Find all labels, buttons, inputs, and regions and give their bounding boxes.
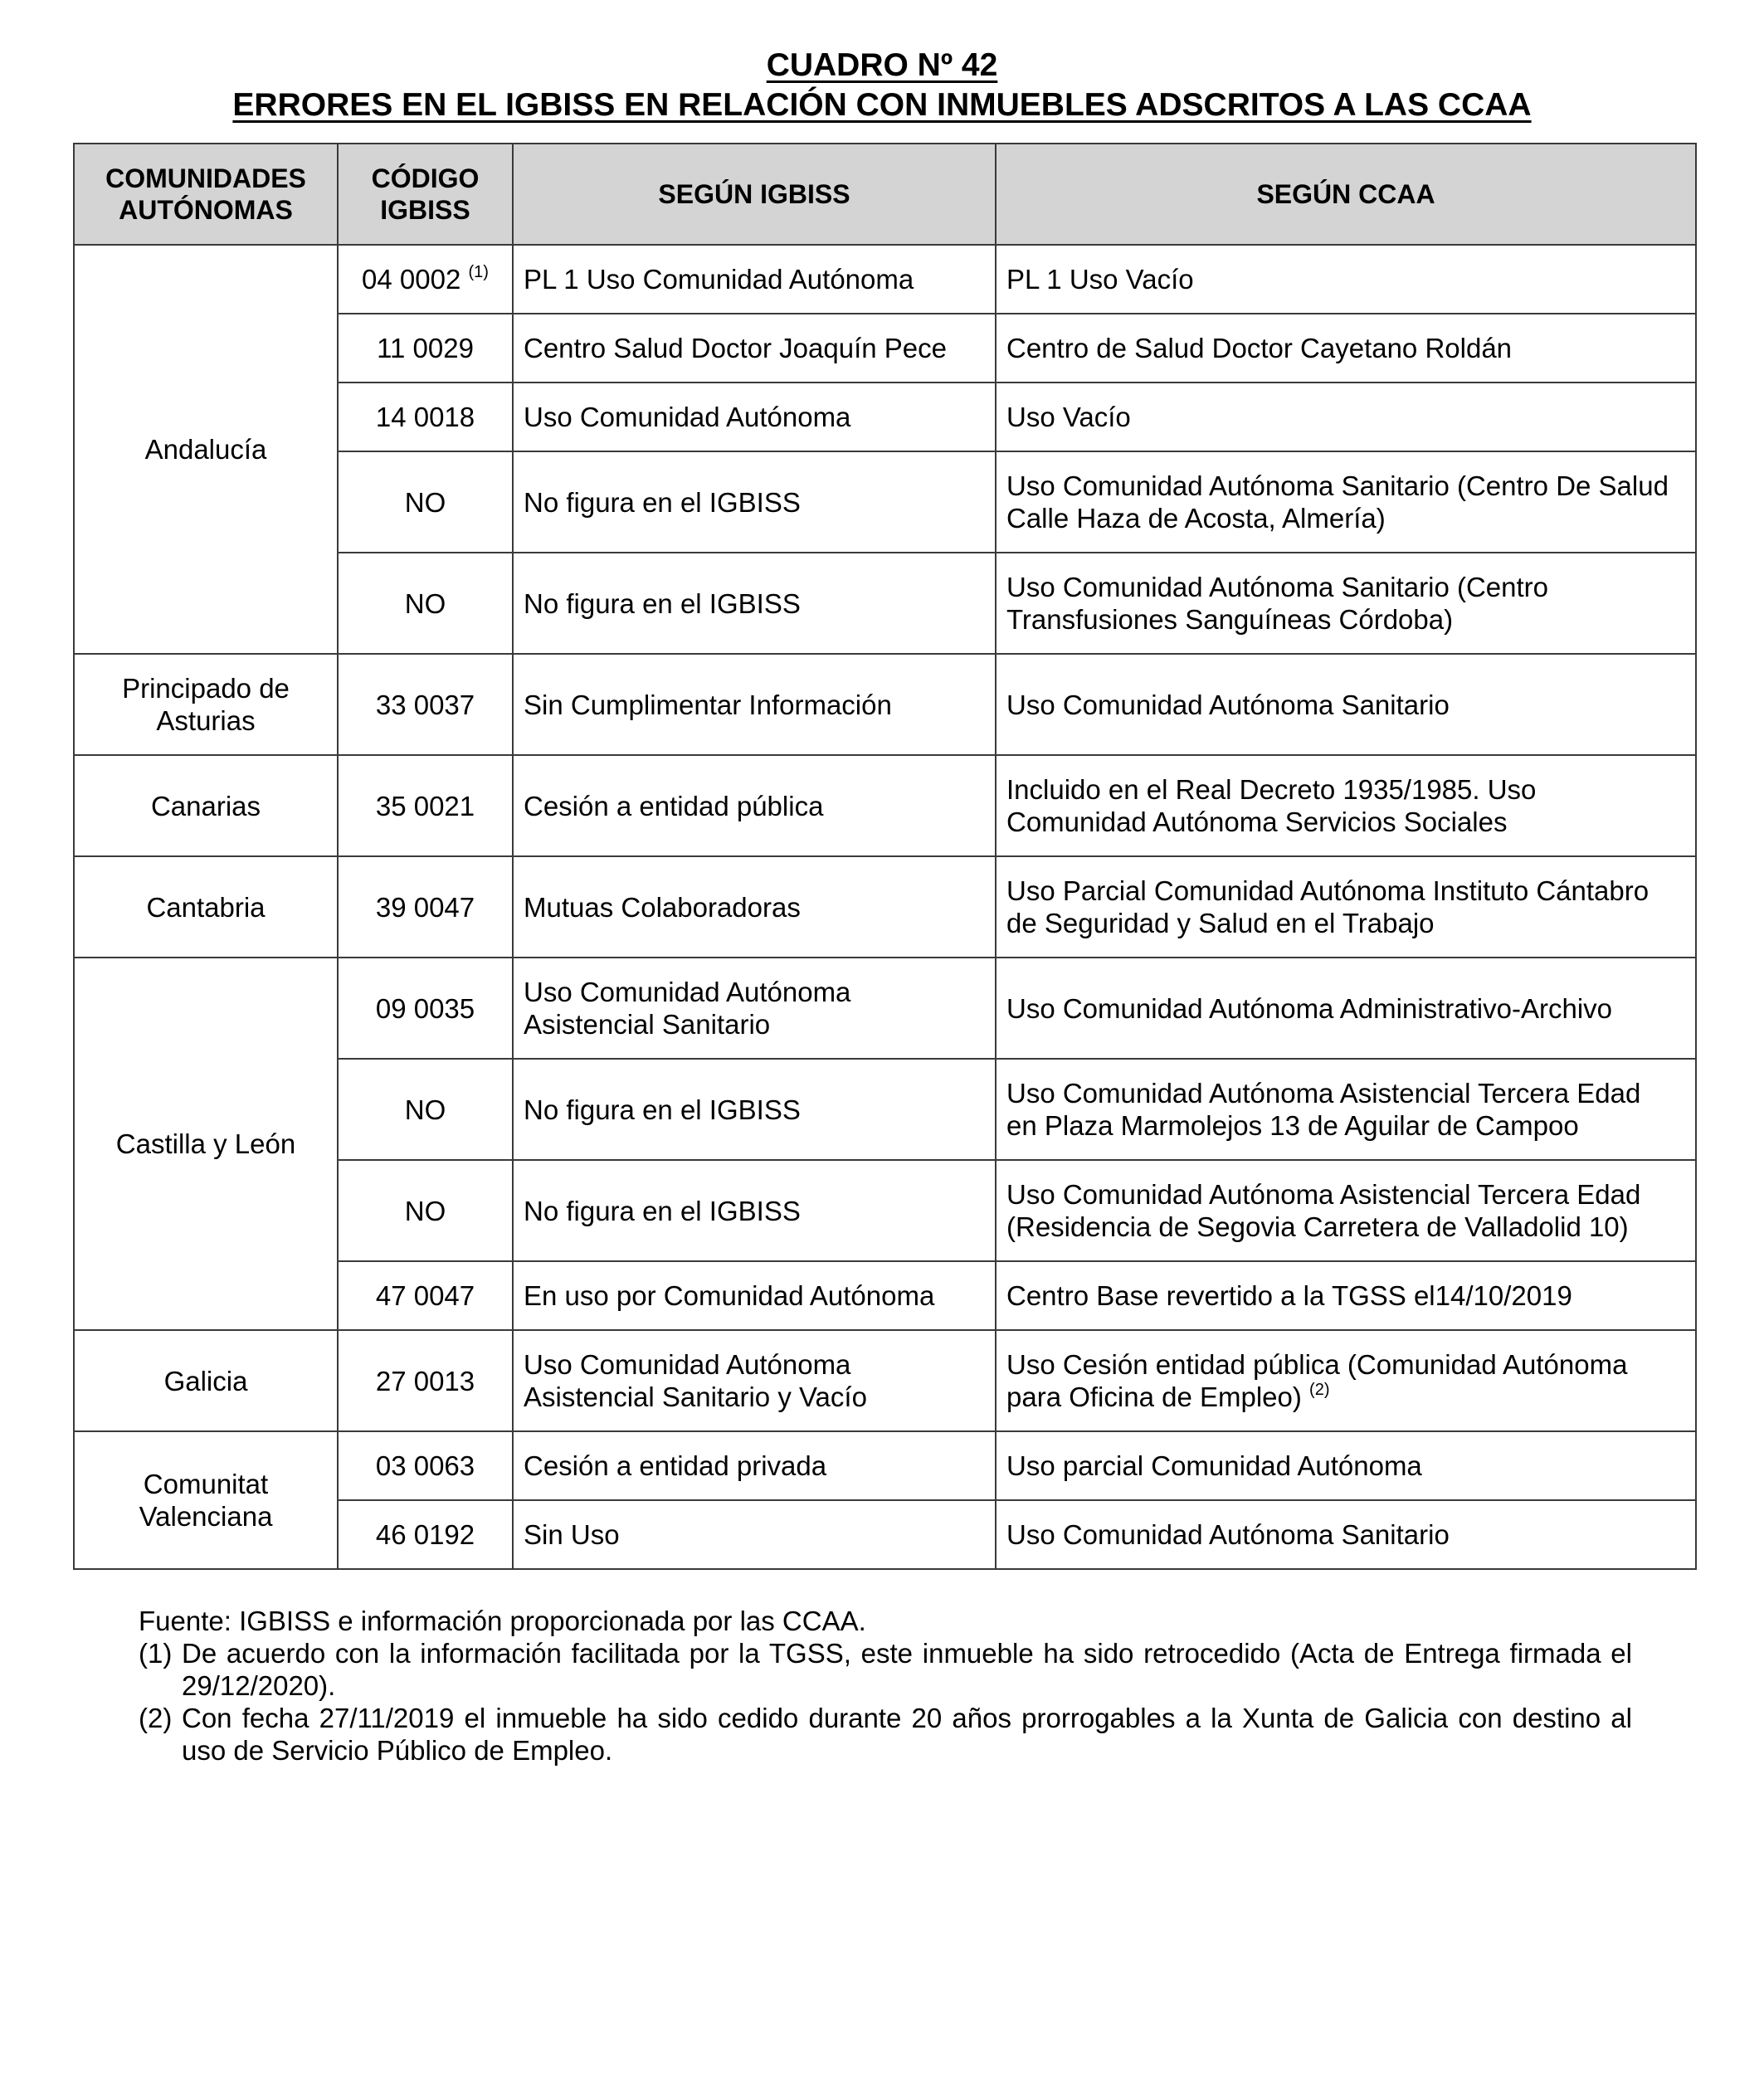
table-notes: [139, 1605, 1632, 1767]
source-note: Fuente: IGBISS e información proporcionada por las CCAA.: [139, 1606, 866, 1636]
ccaa-cell: Uso Comunidad Autónoma Sanitario: [996, 1500, 1696, 1569]
region-cell: Galicia: [74, 1330, 338, 1431]
table-row: [74, 755, 1696, 856]
ccaa-cell: Incluido en el Real Decreto 1935/1985. Uso Comunidad Autónoma Servicios Sociales: [996, 755, 1696, 856]
footnote-number: (2): [139, 1703, 173, 1733]
ccaa-cell: Uso Comunidad Autónoma Asistencial Tercera Edad en Plaza Marmolejos 13 de Aguilar de Campoo: [996, 1059, 1696, 1160]
header-ccaa: COMUNIDADES AUTÓNOMAS: [74, 144, 338, 245]
ccaa-cell: Uso parcial Comunidad Autónoma: [996, 1431, 1696, 1500]
code-cell: NO: [338, 451, 513, 553]
region-cell: Comunitat Valenciana: [74, 1431, 338, 1569]
igbiss-cell: No figura en el IGBISS: [513, 553, 996, 654]
table-row: [74, 958, 1696, 1059]
region-cell: Canarias: [74, 755, 338, 856]
footnote-1: [139, 1637, 1632, 1702]
table-row: [74, 245, 1696, 314]
code-cell: NO: [338, 1059, 513, 1160]
code-cell: 35 0021: [338, 755, 513, 856]
code-cell: 04 0002 $^{(1)}$: [338, 245, 513, 314]
ccaa-cell: PL 1 Uso Vacío: [996, 245, 1696, 314]
code-cell: 09 0035: [338, 958, 513, 1059]
igbiss-cell: Mutuas Colaboradoras: [513, 856, 996, 958]
ccaa-cell: Uso Parcial Comunidad Autónoma Instituto Cántabro de Seguridad y Salud en el Trabajo: [996, 856, 1696, 958]
code-cell: 11 0029: [338, 314, 513, 383]
code-cell: 27 0013: [338, 1330, 513, 1431]
igbiss-cell: Cesión a entidad pública: [513, 755, 996, 856]
code-cell: 03 0063: [338, 1431, 513, 1500]
ccaa-cell: Uso Comunidad Autónoma Asistencial Tercera Edad (Residencia de Segovia Carretera de Valladolid 10): [996, 1160, 1696, 1261]
region-cell: Principado de Asturias: [74, 654, 338, 755]
table-row: [74, 1431, 1696, 1500]
ccaa-cell: Uso Comunidad Autónoma Administrativo-Archivo: [996, 958, 1696, 1059]
igbiss-cell: Uso Comunidad Autónoma Asistencial Sanitario: [513, 958, 996, 1059]
igbiss-cell: No figura en el IGBISS: [513, 451, 996, 553]
igbiss-cell: Uso Comunidad Autónoma Asistencial Sanitario y Vacío: [513, 1330, 996, 1431]
region-cell: Cantabria: [74, 856, 338, 958]
ccaa-cell: Centro Base revertido a la TGSS el14/10/2019: [996, 1261, 1696, 1330]
igbiss-cell: No figura en el IGBISS: [513, 1059, 996, 1160]
footnote-2: [139, 1702, 1632, 1767]
ccaa-cell: Uso Comunidad Autónoma Sanitario: [996, 654, 1696, 755]
ccaa-cell: Centro de Salud Doctor Cayetano Roldán: [996, 314, 1696, 383]
table-row: [74, 654, 1696, 755]
igbiss-cell: Cesión a entidad privada: [513, 1431, 996, 1500]
region-cell: Castilla y León: [74, 958, 338, 1330]
table-subtitle: ERRORES EN EL IGBISS EN RELACIÓN CON INMUEBLES ADSCRITOS A LAS CCAA: [232, 87, 1532, 123]
footnote-text: Con fecha 27/11/2019 el inmueble ha sido cedido durante 20 años prorrogables a la Xunta de Galicia con destino al uso de Servicio Público de Empleo.: [182, 1703, 1632, 1766]
table-title: CUADRO Nº 42: [766, 47, 998, 83]
code-cell: NO: [338, 553, 513, 654]
table-row: [74, 1330, 1696, 1431]
igbiss-cell: Sin Uso: [513, 1500, 996, 1569]
header-segun-igbiss: SEGÚN IGBISS: [513, 144, 996, 245]
header-segun-ccaa: SEGÚN CCAA: [996, 144, 1696, 245]
ccaa-cell: Uso Vacío: [996, 383, 1696, 451]
region-cell: Andalucía: [74, 245, 338, 654]
code-cell: 46 0192: [338, 1500, 513, 1569]
footnote-text: De acuerdo con la información facilitada por la TGSS, este inmueble ha sido retrocedido (Acta de Entrega firmada el 29/12/2020).: [182, 1638, 1632, 1701]
code-cell: 39 0047: [338, 856, 513, 958]
igbiss-cell: No figura en el IGBISS: [513, 1160, 996, 1261]
igbiss-cell: Uso Comunidad Autónoma: [513, 383, 996, 451]
code-cell: 14 0018: [338, 383, 513, 451]
ccaa-cell: Uso Comunidad Autónoma Sanitario (Centro Transfusiones Sanguíneas Córdoba): [996, 553, 1696, 654]
code-cell: 33 0037: [338, 654, 513, 755]
igbiss-cell: Centro Salud Doctor Joaquín Pece: [513, 314, 996, 383]
table-row: [74, 856, 1696, 958]
code-cell: 47 0047: [338, 1261, 513, 1330]
ccaa-cell: Uso Cesión entidad pública (Comunidad Autónoma para Oficina de Empleo) $^{(2)}$: [996, 1330, 1696, 1431]
ccaa-cell: Uso Comunidad Autónoma Sanitario (Centro De Salud Calle Haza de Acosta, Almería): [996, 451, 1696, 553]
igbiss-cell: Sin Cumplimentar Información: [513, 654, 996, 755]
igbiss-cell: En uso por Comunidad Autónoma: [513, 1261, 996, 1330]
igbiss-cell: PL 1 Uso Comunidad Autónoma: [513, 245, 996, 314]
header-codigo: CÓDIGO IGBISS: [338, 144, 513, 245]
code-cell: NO: [338, 1160, 513, 1261]
errors-table: [73, 143, 1697, 1570]
footnote-number: (1): [139, 1638, 173, 1669]
